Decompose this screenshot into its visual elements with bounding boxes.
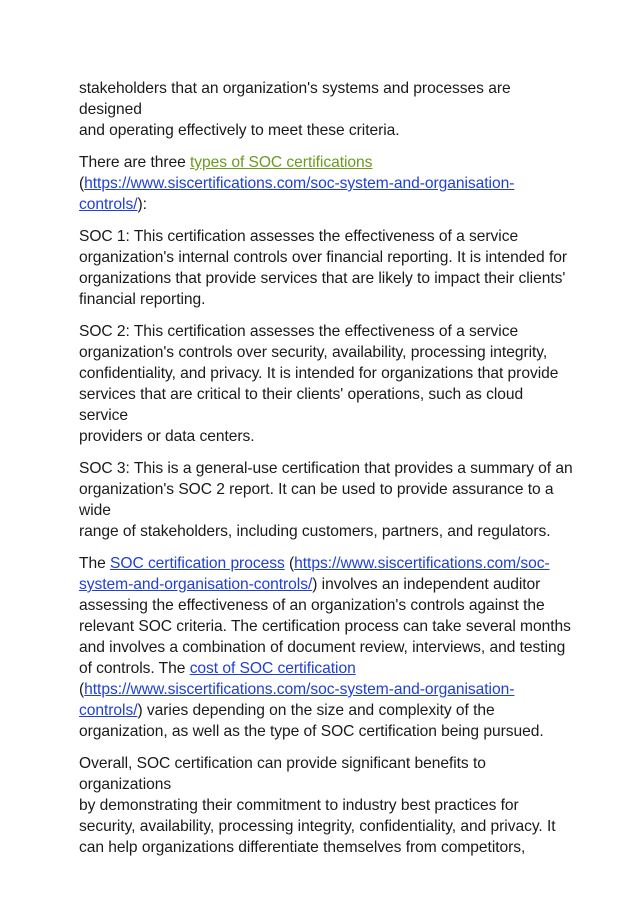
paragraph-soc3: SOC 3: This is a general-use certification that provides a summary of an organization's SOC 2 report. It can be used to provide assurance to a wide range of stakeholders, including customers, partners, and regulators.: [79, 460, 573, 540]
document-body: [79, 78, 574, 869]
paragraph-soc2: SOC 2: This certification assesses the effectiveness of a service organization's controls over security, availability, processing integrity, confidentiality, and privacy. It is intended for organizations that provide services that are critical to their clients' operations, such as cloud service providers or data centers.: [79, 323, 559, 445]
types-paren-open: (: [79, 175, 85, 192]
process-text-e: ) varies depending on the size and complexity of the organization, as well as the type of SOC certification being pursued.: [79, 702, 544, 740]
paragraph-overall: Overall, SOC certification can provide significant benefits to organizations by demonstrating their commitment to industry best practices for security, availability, processing integrity, confidentiality, and privacy. It can help organizations differentiate themselves from competitors,: [79, 755, 556, 856]
paragraph-soc1: SOC 1: This certification assesses the effectiveness of a service organization's internal controls over financial reporting. It is intended for organizations that provide services that are likely to impact their clients' financial reporting.: [79, 228, 568, 308]
cost-of-soc-link[interactable]: cost of SOC certification: [189, 660, 356, 677]
paragraph-process: [79, 553, 574, 742]
types-of-soc-link[interactable]: types of SOC certifications: [190, 154, 373, 171]
certification-process-link[interactable]: SOC certification process: [110, 555, 285, 572]
types-intro-text: There are three: [79, 154, 191, 171]
process-url-link[interactable]: https://www.siscertifications.com/soc- system-and-organisation-controls/: [79, 555, 550, 593]
cost-url-link[interactable]: https://www.siscertifications.com/soc-system-and-organisation- controls/: [79, 681, 515, 719]
process-text-a: The: [79, 555, 111, 572]
types-url-link[interactable]: https://www.siscertifications.com/soc-system-and-organisation- controls/: [79, 175, 515, 213]
process-text-d: (: [79, 681, 85, 698]
process-text-b: (: [284, 555, 295, 572]
process-text-c: ) involves an independent auditor assessing the effectiveness of an organization's controls against the relevant SOC criteria. The certification process can take several months and involves a combination of document review, interviews, and testing of controls. The: [79, 576, 571, 677]
paragraph-types-intro: [79, 152, 574, 215]
paragraph-stakeholders: stakeholders that an organization's systems and processes are designed and operating effectively to meet these criteria.: [79, 80, 511, 139]
types-paren-close: ):: [137, 196, 147, 213]
